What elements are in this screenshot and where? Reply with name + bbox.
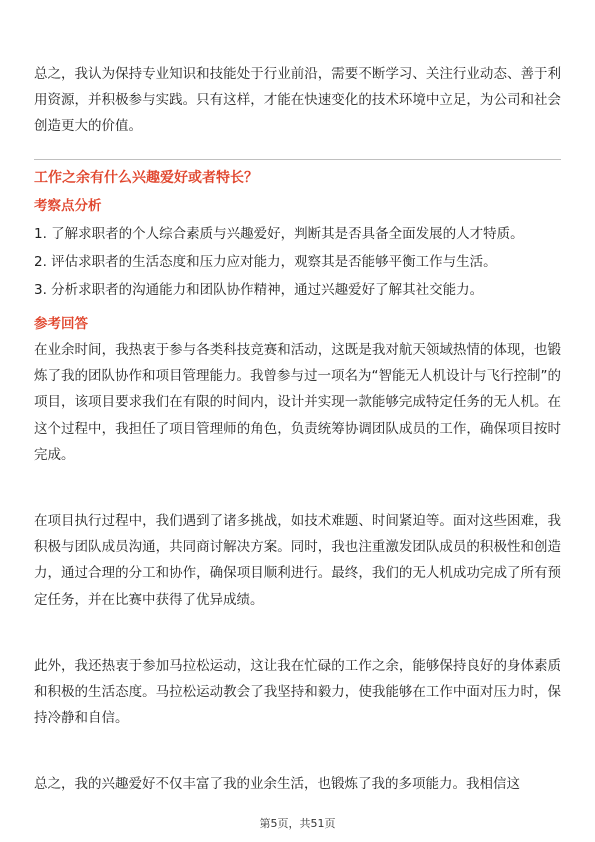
analysis-item: 1. 了解求职者的个人综合素质与兴趣爱好，判断其是否具备全面发展的人才特质。 <box>34 226 524 242</box>
question-title: 工作之余有什么兴趣爱好或者特长？ <box>34 170 258 186</box>
analysis-heading: 考察点分析 <box>34 198 102 214</box>
intro-paragraph: 总之，我认为保持专业知识和技能处于行业前沿，需要不断学习、关注行业动态、善于利用资源，并积极参与实践。只有这样，才能在快速变化的技术环境中立足，为公司和社会创造更大的价值。 <box>34 66 561 135</box>
section-divider <box>34 159 561 160</box>
analysis-item: 3. 分析求职者的沟通能力和团队协作精神，通过兴趣爱好了解其社交能力。 <box>34 282 484 298</box>
answer-paragraph: 总之，我的兴趣爱好不仅丰富了我的业余生活，也锻炼了我的多项能力。我相信这 <box>34 776 520 792</box>
answer-paragraph: 在项目执行过程中，我们遇到了诸多挑战，如技术难题、时间紧迫等。面对这些困难，我积极与团队成员沟通，共同商讨解决方案。同时，我也注重激发团队成员的积极性和创造力，通过合理的分工和协作，确保项目顺利进行。最终，我们的无人机成功完成了所有预定任务，并在比赛中获得了优异成绩。 <box>34 513 561 608</box>
page-number: 第5页，共51页 <box>259 817 336 830</box>
analysis-item: 2. 评估求职者的生活态度和压力应对能力，观察其是否能够平衡工作与生活。 <box>34 254 497 270</box>
analysis-list <box>34 220 561 304</box>
answer-paragraph: 此外，我还热衷于参加马拉松运动，这让我在忙碌的工作之余，能够保持良好的身体素质和积极的生活态度。马拉松运动教会了我坚持和毅力，使我能够在工作中面对压力时，保持冷静和自信。 <box>34 658 561 727</box>
answer-heading: 参考回答 <box>34 316 88 332</box>
answer-paragraph: 在业余时间，我热衷于参与各类科技竞赛和活动，这既是我对航天领域热情的体现，也锻炼了我的团队协作和项目管理能力。我曾参与过一项名为“智能无人机设计与飞行控制”的项目，该项目要求我们在有限的时间内，设计并实现一款能够完成特定任务的无人机。在这个过程中，我担任了项目管理师的角色，负责统筹协调团队成员的工作，确保项目按时完成。 <box>34 342 561 463</box>
